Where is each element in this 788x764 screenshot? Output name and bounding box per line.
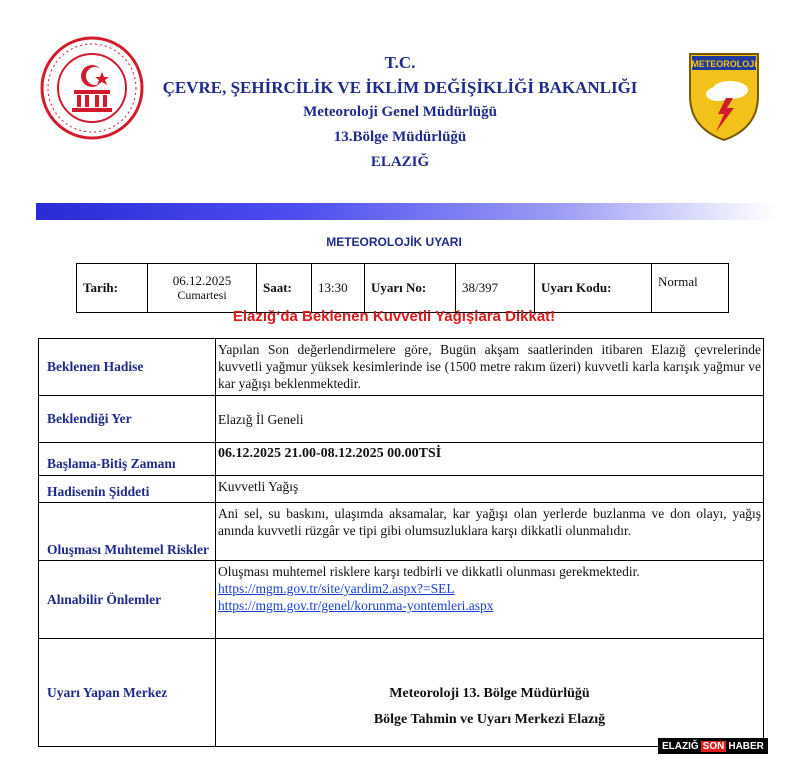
measures-link-1[interactable]: https://mgm.gov.tr/site/yardim2.aspx?=SEL [218, 581, 455, 596]
center-line-1: Meteoroloji 13. Bölge Müdürlüğü [389, 685, 590, 701]
row-risks [39, 503, 764, 561]
center-line-2: Bölge Tahmin ve Uyarı Merkezi Elazığ [373, 711, 606, 727]
expected-place-value: Elazığ İl Geneli [216, 396, 764, 443]
risks-value: Ani sel, su baskını, ulaşımda aksamalar, kar yağışı olan yerlerde buzlanma ve don olayı, yağış anında kuvvetli rüzgâr ve tipi gibi olumsuzluklara karşı dikkatli olunmalıdır. [216, 503, 764, 561]
measures-cell [216, 561, 764, 639]
row-center [39, 639, 764, 747]
warning-code-label: Uyarı Kodu: [535, 264, 652, 313]
expected-event-label: Beklenen Hadise [39, 339, 216, 396]
row-start-end [39, 443, 764, 476]
city-name: ELAZIĞ [370, 154, 430, 170]
warning-headline: Elazığ‘da Beklenen Kuvvetli Yağışlara Dikkat! [232, 308, 556, 325]
row-expected-place [39, 396, 764, 443]
day-value: Cumartesi [177, 288, 227, 302]
start-end-value: 06.12.2025 21.00-08.12.2025 00.00TSİ [216, 443, 764, 476]
row-expected-event [39, 339, 764, 396]
date-value: 06.12.2025 [172, 273, 232, 288]
header-divider-bar [36, 203, 776, 220]
expected-event-value: Yapılan Son değerlendirmelere göre, Bugün akşam saatlerinden itibaren Elazığ çevrelerinde kuvvetli yağmur yüksek kesimlerinde ise (1500 metre rakım üzeri) kuvvetli karla karışık yağmur ve kar yağışı beklenmektedir. [216, 339, 764, 396]
date-cell [148, 264, 257, 313]
warning-info-table [76, 263, 729, 313]
ministry-name: ÇEVRE, ŞEHİRCİLİK VE İKLİM DEĞİŞİKLİĞİ BAKANLIĞI [162, 78, 638, 97]
watermark-part-3: HABER [728, 740, 764, 752]
row-measures [39, 561, 764, 639]
ministry-seal-logo [40, 36, 144, 140]
severity-value: Kuvvetli Yağış [216, 476, 764, 503]
risks-label: Oluşması Muhtemel Riskler [39, 503, 216, 561]
center-label: Uyarı Yapan Merkez [39, 639, 216, 747]
warning-no-label: Uyarı No: [365, 264, 456, 313]
severity-label: Hadisenin Şiddeti [39, 476, 216, 503]
time-value: 13:30 [312, 264, 365, 313]
measures-value: Oluşması muhtemel risklere karşı tedbirli ve dikkatli olunması gerekmektedir. [218, 564, 640, 579]
center-cell [216, 639, 764, 747]
warning-code-value: Normal [652, 264, 729, 313]
document-title: METEOROLOJİK UYARI [326, 235, 462, 249]
watermark-part-2: SON [702, 740, 725, 752]
watermark-badge [658, 738, 768, 754]
measures-link-2[interactable]: https://mgm.gov.tr/genel/korunma-yontemleri.aspx [218, 598, 494, 613]
warning-no-value: 38/397 [456, 264, 535, 313]
start-end-label: Başlama-Bitiş Zamanı [39, 443, 216, 476]
warning-details-table [38, 338, 764, 747]
regional-directorate: 13.Bölge Müdürlüğü [333, 129, 467, 145]
time-label: Saat: [257, 264, 312, 313]
header [150, 50, 650, 175]
measures-label: Alınabilir Önlemler [39, 561, 216, 639]
directorate-name: Meteoroloji Genel Müdürlüğü [303, 104, 497, 120]
row-severity [39, 476, 764, 503]
shield-text: METEOROLOJi [691, 59, 757, 69]
date-label: Tarih: [77, 264, 148, 313]
watermark-part-1: ELAZIĞ [662, 740, 699, 752]
header-tc: T.C. [384, 53, 416, 72]
expected-place-label: Beklendiği Yer [39, 396, 216, 443]
meteoroloji-shield-logo [686, 50, 762, 142]
